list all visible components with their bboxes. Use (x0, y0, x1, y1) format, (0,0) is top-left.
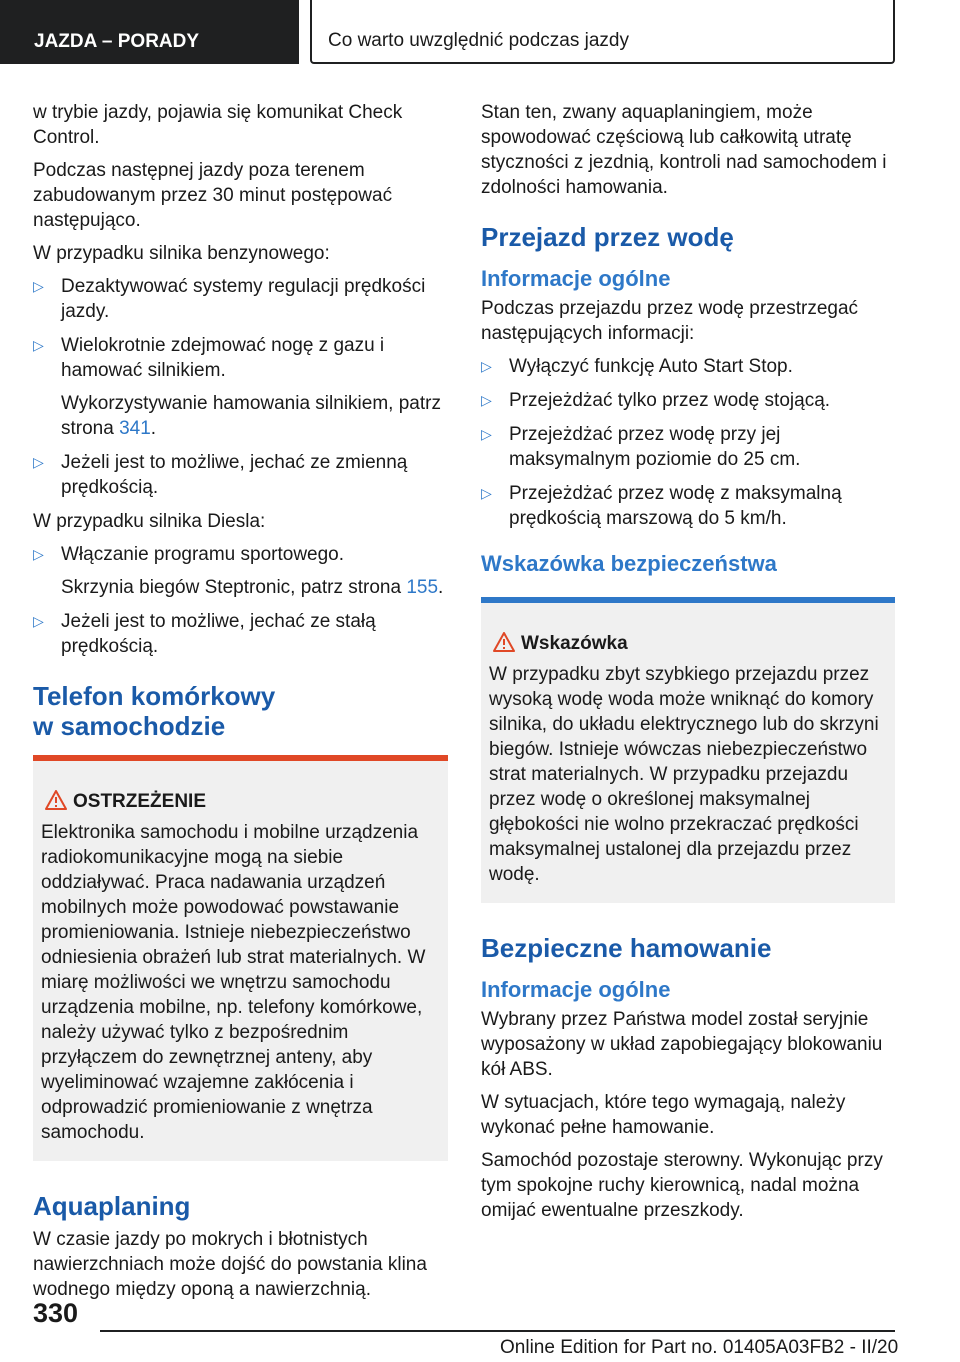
list-item (33, 333, 448, 441)
heading-line: Telefon komórkowy (33, 681, 276, 711)
note-title (489, 631, 887, 656)
triangle-bullet-icon: ▷ (33, 454, 44, 470)
warning-triangle-icon (45, 790, 67, 810)
left-column (33, 100, 448, 1310)
paragraph: W przypadku silnika benzynowego: (33, 243, 330, 264)
list-item-text: Jeżeli jest to możliwe, jechać ze zmienną prędkością. (61, 452, 408, 498)
list-item-text: Włączanie programu sportowego. (61, 544, 345, 565)
section-title: Co warto uwzględnić podczas jazdy (310, 0, 895, 64)
paragraph: w trybie jazdy, pojawia się komunikat Check Control. (33, 102, 403, 148)
list-item-text: Przejeżdżać przez wodę przy jej maksymalnym poziomie do 25 cm. (509, 424, 801, 470)
triangle-bullet-icon: ▷ (481, 358, 492, 374)
edition-text: Online Edition for Part no. 01405A03FB2 - II/20 (500, 1337, 899, 1358)
list-item (33, 542, 448, 600)
list-item (481, 422, 895, 472)
cross-reference-text: Skrzynia biegów Steptronic, patrz strona (61, 577, 407, 598)
list-item (33, 274, 448, 324)
note-title-text: Wskazówka (521, 633, 628, 654)
triangle-bullet-icon: ▷ (33, 613, 44, 629)
section-heading-aquaplaning: Aquaplaning (33, 1191, 191, 1221)
heading-line: w samochodzie (33, 711, 226, 741)
paragraph: W przypadku silnika Diesla: (33, 511, 266, 532)
right-column (481, 100, 895, 1231)
paragraph: W czasie jazdy po mokrych i błotnistych nawierzchniach może dojść do powstania klina wodnego między oponą a nawierzchnią. (33, 1229, 427, 1300)
petrol-list (33, 274, 448, 500)
list-item-text: Dezaktywować systemy regulacji prędkości jazdy. (61, 276, 426, 322)
list-item (33, 609, 448, 659)
triangle-bullet-icon: ▷ (33, 337, 44, 353)
footer-divider (100, 1330, 895, 1332)
cross-reference-text: Wykorzystywanie hamowania silnikiem, patrz strona (61, 393, 441, 439)
safety-note-box (481, 597, 895, 903)
cross-reference: Skrzynia biegów Steptronic, patrz strona 155. (61, 577, 444, 598)
subheading-general-info: Informacje ogólne (481, 977, 671, 1002)
page-header (0, 0, 960, 64)
page-link-341[interactable]: 341 (119, 418, 151, 439)
triangle-bullet-icon: ▷ (481, 426, 492, 442)
list-item (481, 388, 895, 413)
warning-text: Elektronika samochodu i mobilne urządzenia radiokomunikacyjne mogą na siebie oddziaływać. Praca nadawania urządzeń mobilnych może powodować powstawanie promieniowania. Istnieje niebezpieczeństwo odniesienia obrażeń lub strat materialnych. W miarę możliwości we wnętrzu samochodu urządzenia mobilne, np. telefony komórkowe, należy używać tylko z bezpośrednim przyłączem do zewnętrznej anteny, aby wyeliminować wzajemne zakłócenia i odprowadzić promieniowanie z wnętrza samochodu. (41, 822, 426, 1143)
triangle-bullet-icon: ▷ (481, 392, 492, 408)
triangle-bullet-icon: ▷ (481, 485, 492, 501)
paragraph: W sytuacjach, które tego wymagają, należy wykonać pełne hamowanie. (481, 1092, 846, 1138)
subheading-safety: Wskazówka bezpieczeństwa (481, 551, 777, 576)
page-number: 330 (33, 1298, 79, 1328)
warning-box (33, 755, 448, 1161)
page-link-155[interactable]: 155 (406, 577, 439, 598)
section-heading-phone (33, 681, 448, 741)
subheading-general-info: Informacje ogólne (481, 266, 671, 291)
triangle-bullet-icon: ▷ (33, 278, 44, 294)
chapter-title: JAZDA – PORADY (0, 0, 299, 64)
section-heading-braking: Bezpieczne hamowanie (481, 933, 772, 963)
list-item-text: Wyłączyć funkcję Auto Start Stop. (509, 356, 793, 377)
list-item-text: Jeżeli jest to możliwe, jechać ze stałą prędkością. (61, 611, 376, 657)
list-item-text: Przejeżdżać przez wodę z maksymalną prędkością marszową do 5 km/h. (509, 483, 842, 529)
list-item (33, 450, 448, 500)
water-list (481, 354, 895, 531)
paragraph: Samochód pozostaje sterowny. Wykonując przy tym spokojne ruchy kierownicą, nadal można omijać ewentualne przeszkody. (481, 1150, 883, 1221)
triangle-bullet-icon: ▷ (33, 546, 44, 562)
section-heading-water: Przejazd przez wodę (481, 222, 734, 252)
list-item-text: Przejeżdżać tylko przez wodę stojącą. (509, 390, 831, 411)
note-text: W przypadku zbyt szybkiego przejazdu przez wysoką wodę woda może wniknąć do komory silnika, do układu elektrycznego lub do skrzyni biegów. Istnieje wówczas niebezpieczeństwo strat materialnych. W przypadku przejazdu przez wodę o określonej maksymalnej głębokości nie wolno przekraczać prędkości maksymalnej ustalonej dla przejazdu przez wodę. (489, 664, 879, 885)
list-item-text: Wielokrotnie zdejmować nogę z gazu i hamować silnikiem. (61, 335, 385, 381)
paragraph: Stan ten, zwany aquaplaningiem, może spowodować częściową lub całkowitą utratę styczności z jezdnią, kontroli nad samochodem i zdolności hamowania. (481, 102, 887, 198)
diesel-list (33, 542, 448, 659)
paragraph: Podczas następnej jazdy poza terenem zabudowanym przez 30 minut postępować następująco. (33, 160, 393, 231)
warning-triangle-icon (493, 632, 515, 652)
cross-reference: Wykorzystywanie hamowania silnikiem, patrz strona 341. (61, 393, 441, 439)
warning-title-text: OSTRZEŻENIE (73, 791, 207, 812)
list-item (481, 481, 895, 531)
list-item (481, 354, 895, 379)
paragraph: Wybrany przez Państwa model został seryjnie wyposażony w układ zapobiegający blokowaniu kół ABS. (481, 1009, 883, 1080)
warning-title (41, 789, 440, 814)
paragraph: Podczas przejazdu przez wodę przestrzegać następujących informacji: (481, 298, 859, 344)
